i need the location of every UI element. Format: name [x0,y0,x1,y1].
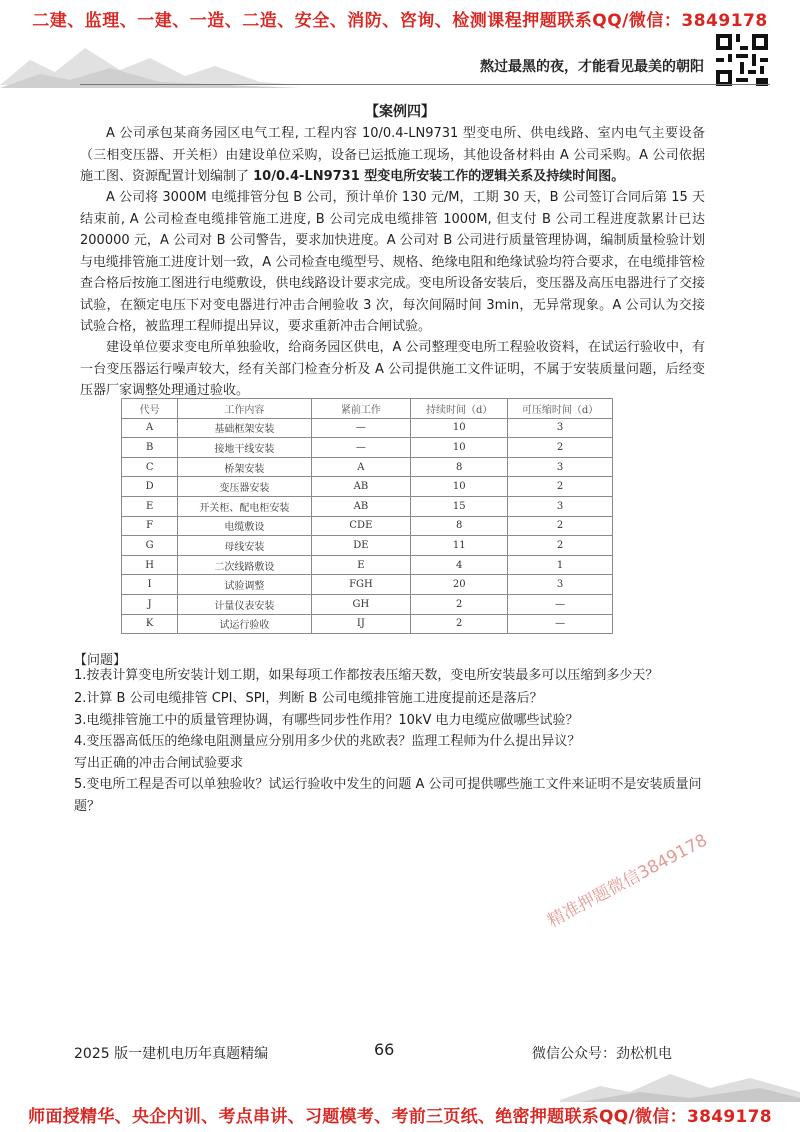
cell-work-content: 母线安装 [178,536,311,556]
cell-crash-time: — [508,614,613,634]
header-duration: 持续时间（d） [411,399,508,419]
cell-crash-time: 2 [508,516,613,536]
table-row [122,555,613,575]
question-5: 5.变电所工程是否可以单独验收？试运行验收中发生的问题 A 公司可提供哪些施工文件来证明不是安装质量问题？ [74,777,702,814]
table-row [122,594,613,614]
cell-duration: 20 [411,575,508,595]
cell-predecessor: — [311,418,411,438]
cell-work-content: 变压器安装 [178,477,311,497]
cell-crash-time: 3 [508,457,613,477]
case-paragraph-2 [80,187,705,338]
cell-crash-time: 2 [508,536,613,556]
question-1: 1.按表计算变电所安装计划工期，如果每项工作都按表压缩天数，变电所安装最多可以压缩到多少天？ [74,668,659,683]
cell-work-content: 计量仪表安装 [178,594,311,614]
table-row [122,575,613,595]
cell-code: H [122,555,178,575]
cell-predecessor: DE [311,536,411,556]
cell-duration: 10 [411,418,508,438]
cell-crash-time: 3 [508,418,613,438]
work-logic-table [121,398,613,634]
cell-work-content: 电缆敷设 [178,516,311,536]
table-row [122,536,613,556]
cell-code: B [122,438,178,458]
cell-duration: 8 [411,457,508,477]
cell-code: A [122,418,178,438]
cell-crash-time: 1 [508,555,613,575]
case-paragraph-1-bold: 10/0.4-LN9731 型变电所安装工作的逻辑关系及持续时间图。 [253,169,625,184]
header-work-content: 工作内容 [178,399,311,419]
page-number: 66 [374,1040,395,1059]
question-2: 2.计算 B 公司电缆排管 CPI、SPI，判断 B 公司电缆排管施工进度提前还是落后？ [74,691,543,706]
footer-book-title: 2025 版一建机电历年真题精编 [74,1046,269,1062]
case-paragraph-2-text: A 公司将 3000M 电缆排管分包 B 公司，预计单价 130 元/M，工期 30 天，B 公司签订合同后第 15 天结束前, A 公司检查电缆排管施工进度, B 公司完成电缆排管 1000M, 但支付 B 公司工程进度款累计已达 200000 元，A 公司对 B 公司警告，要求加快进度。A 公司对 B 公司进行质量管理协调，编制质量检验计划与电缆排管施工进度计划一致，A 公司检查电缆型号、规格、绝缘电阻和绝缘试验均符合要求，在电缆排管检查合格后按施工图进行电缆敷设，供电线路设计要求完成。变电所设备安装后，变压器及高压电器进行了交接试验，在额定电压下对变电器进行冲击合闸验收 3 次，每次间隔时间 3min，无异常现象。A 公司认为交接试验合格，被监理工程师提出异议，要求重新冲击合闸试验。 [80,190,705,334]
cell-duration: 8 [411,516,508,536]
header-predecessor: 紧前工作 [311,399,411,419]
case-paragraph-1 [80,123,705,188]
question-4: 4.变压器高低压的绝缘电阻测量应分别用多少伏的兆欧表？监理工程师为什么提出异议？ [74,734,581,749]
table-row [122,418,613,438]
question-3: 3.电缆排管施工中的质量管理协调，有哪些同步性作用？10kV 电力电缆应做哪些试验？ [74,713,579,728]
cell-predecessor: A [311,457,411,477]
cell-duration: 2 [411,614,508,634]
case-paragraph-1-text: A 公司承包某商务园区电气工程, 工程内容 10/0.4-LN9731 型变电所、供电线路、室内电气主要设备（三相变压器、开关柜）由建设单位采购，设备已运抵施工现场，其他设备材料由 A 公司采购。A 公司依据施工图、资源配置计划编制了 [80,126,705,184]
case-title: 【案例四】 [365,104,435,120]
table-row [122,477,613,497]
cell-work-content: 基础框架安装 [178,418,311,438]
cell-predecessor: AB [311,477,411,497]
table-row [122,457,613,477]
cell-work-content: 二次线路敷设 [178,555,311,575]
cell-predecessor: IJ [311,614,411,634]
cell-crash-time: 3 [508,575,613,595]
cell-duration: 11 [411,536,508,556]
cell-work-content: 开关柜、配电柜安装 [178,496,311,516]
bottom-ad-banner: 师面授精华、央企内训、考点串讲、习题模考、考前三页纸、绝密押题联系QQ/微信：3849178 [28,1107,772,1127]
cell-code: J [122,594,178,614]
cell-predecessor: GH [311,594,411,614]
table-body [122,418,613,634]
cell-code: I [122,575,178,595]
cell-work-content: 试验调整 [178,575,311,595]
cell-duration: 4 [411,555,508,575]
footer-wechat: 微信公众号：劲松机电 [532,1046,672,1062]
cell-work-content: 接地干线安装 [178,438,311,458]
header-divider [80,84,770,85]
cell-code: F [122,516,178,536]
cell-code: C [122,457,178,477]
cell-crash-time: 2 [508,438,613,458]
header-motto: 熬过最黑的夜，才能看见最美的朝阳 [480,59,704,75]
landscape-decoration-bottom [560,1062,800,1102]
cell-code: E [122,496,178,516]
cell-crash-time: — [508,594,613,614]
cell-predecessor: CDE [311,516,411,536]
cell-code: D [122,477,178,497]
cell-duration: 10 [411,477,508,497]
cell-code: K [122,614,178,634]
header-crash-time: 可压缩时间（d） [508,399,613,419]
questions-header: 【问题】 [74,653,127,668]
header-code: 代号 [122,399,178,419]
cell-predecessor: E [311,555,411,575]
table-row [122,496,613,516]
watermark-text: 精准押题微信3849178 [544,830,711,932]
cell-code: G [122,536,178,556]
cell-crash-time: 2 [508,477,613,497]
table-row [122,438,613,458]
landscape-decoration-top [0,30,300,90]
qr-code-icon [716,34,768,86]
table-header-row [122,399,613,419]
table-row [122,614,613,634]
cell-work-content: 试运行验收 [178,614,311,634]
case-paragraph-3 [80,337,705,402]
cell-predecessor: — [311,438,411,458]
cell-predecessor: FGH [311,575,411,595]
case-paragraph-3-text: 建设单位要求变电所单独验收，给商务园区供电，A 公司整理变电所工程验收资料，在试运行验收中，有一台变压器运行噪声较大，经有关部门检查分析及 A 公司提供施工文件证明，不属于安装质量问题，后经变压器厂家调整处理通过验收。 [80,340,705,398]
table-row [122,516,613,536]
cell-duration: 10 [411,438,508,458]
cell-work-content: 桥架安装 [178,457,311,477]
cell-predecessor: AB [311,496,411,516]
question-4-continued: 写出正确的冲击合闸试验要求 [74,756,244,771]
cell-duration: 2 [411,594,508,614]
cell-duration: 15 [411,496,508,516]
top-ad-banner: 二建、监理、一建、一造、二造、安全、消防、咨询、检测课程押题联系QQ/微信：3849178 [32,11,768,31]
cell-crash-time: 3 [508,496,613,516]
